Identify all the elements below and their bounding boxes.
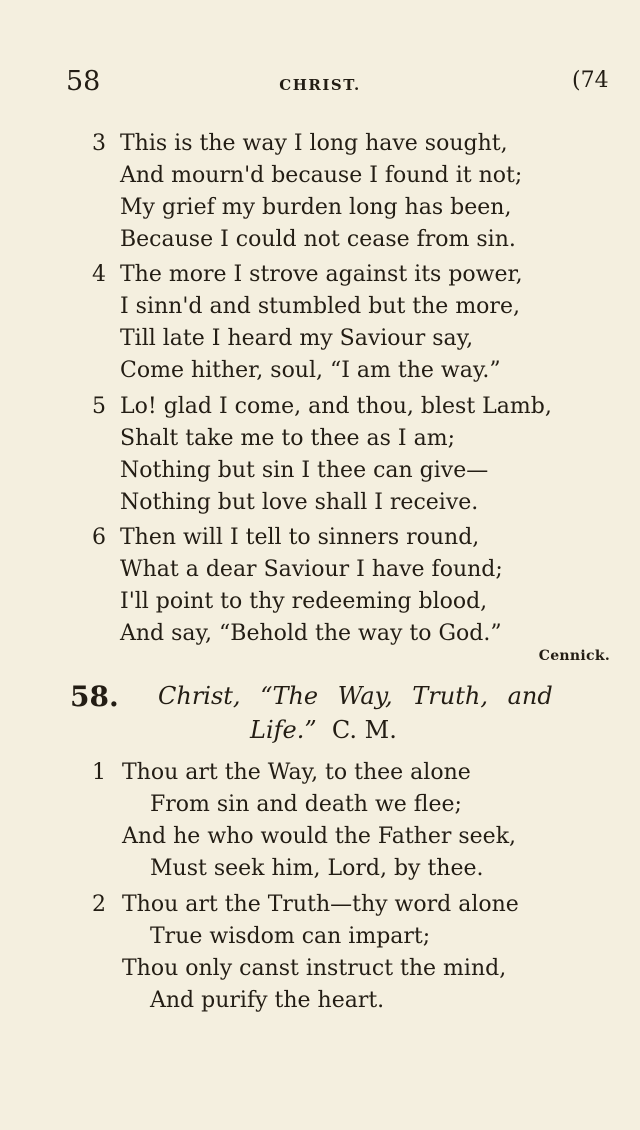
verse-line: Thou art the Truth—thy word alone: [122, 892, 519, 917]
verse-line: Nothing but sin I thee can give—: [120, 458, 489, 483]
verse-line: Nothing but love shall I receive.: [120, 490, 479, 515]
page-header: [0, 66, 640, 100]
stanza-number: 1: [92, 760, 106, 785]
verse-line: True wisdom can impart;: [150, 924, 431, 949]
verse-line: The more I strove against its power,: [120, 262, 523, 287]
stanza-number: 4: [92, 262, 106, 287]
verse-line: My grief my burden long has been,: [120, 195, 512, 220]
verse-line: Shalt take me to thee as I am;: [120, 426, 455, 451]
verse-line: From sin and death we flee;: [150, 792, 462, 817]
verse-line: And say, “Behold the way to God.”: [120, 621, 502, 646]
verse-line: Thou art the Way, to thee alone: [122, 760, 471, 785]
verse-line: What a dear Saviour I have found;: [120, 557, 503, 582]
verse-line: And mourn'd because I found it not;: [120, 163, 523, 188]
verse-line: I sinn'd and stumbled but the more,: [120, 294, 520, 319]
verse-line: Thou only canst instruct the mind,: [122, 956, 507, 981]
verse-line: This is the way I long have sought,: [120, 131, 508, 156]
verse-line: Then will I tell to sinners round,: [120, 525, 480, 550]
verse-line: Because I could not cease from sin.: [120, 227, 516, 252]
verse-line: Till late I heard my Saviour say,: [120, 326, 474, 351]
verse-line: Lo! glad I come, and thou, blest Lamb,: [120, 394, 552, 419]
hymn-number: 58.: [70, 680, 119, 713]
verse-line: Come hither, soul, “I am the way.”: [120, 358, 501, 383]
hymn-meter: C. M.: [331, 716, 397, 744]
verse-line: And purify the heart.: [150, 988, 385, 1013]
verse-line: I'll point to thy redeeming blood,: [120, 589, 488, 614]
stanza-number: 5: [92, 394, 106, 419]
verse-line: And he who would the Father seek,: [122, 824, 517, 849]
running-title: CHRIST.: [279, 76, 361, 94]
stanza-number: 6: [92, 525, 106, 550]
hymn-title-line-1: Christ, “The Way, Truth, and: [158, 682, 553, 710]
hymn-title-line-2: [250, 716, 397, 744]
page-number: 58: [66, 66, 101, 97]
hymn-title-life: Life.”: [250, 716, 317, 744]
stanza-number: 2: [92, 892, 106, 917]
hymn-reference: (74: [572, 68, 609, 93]
verse-line: Must seek him, Lord, by thee.: [150, 856, 484, 881]
author-attribution: Cennick.: [538, 648, 610, 664]
stanza-number: 3: [92, 131, 106, 156]
